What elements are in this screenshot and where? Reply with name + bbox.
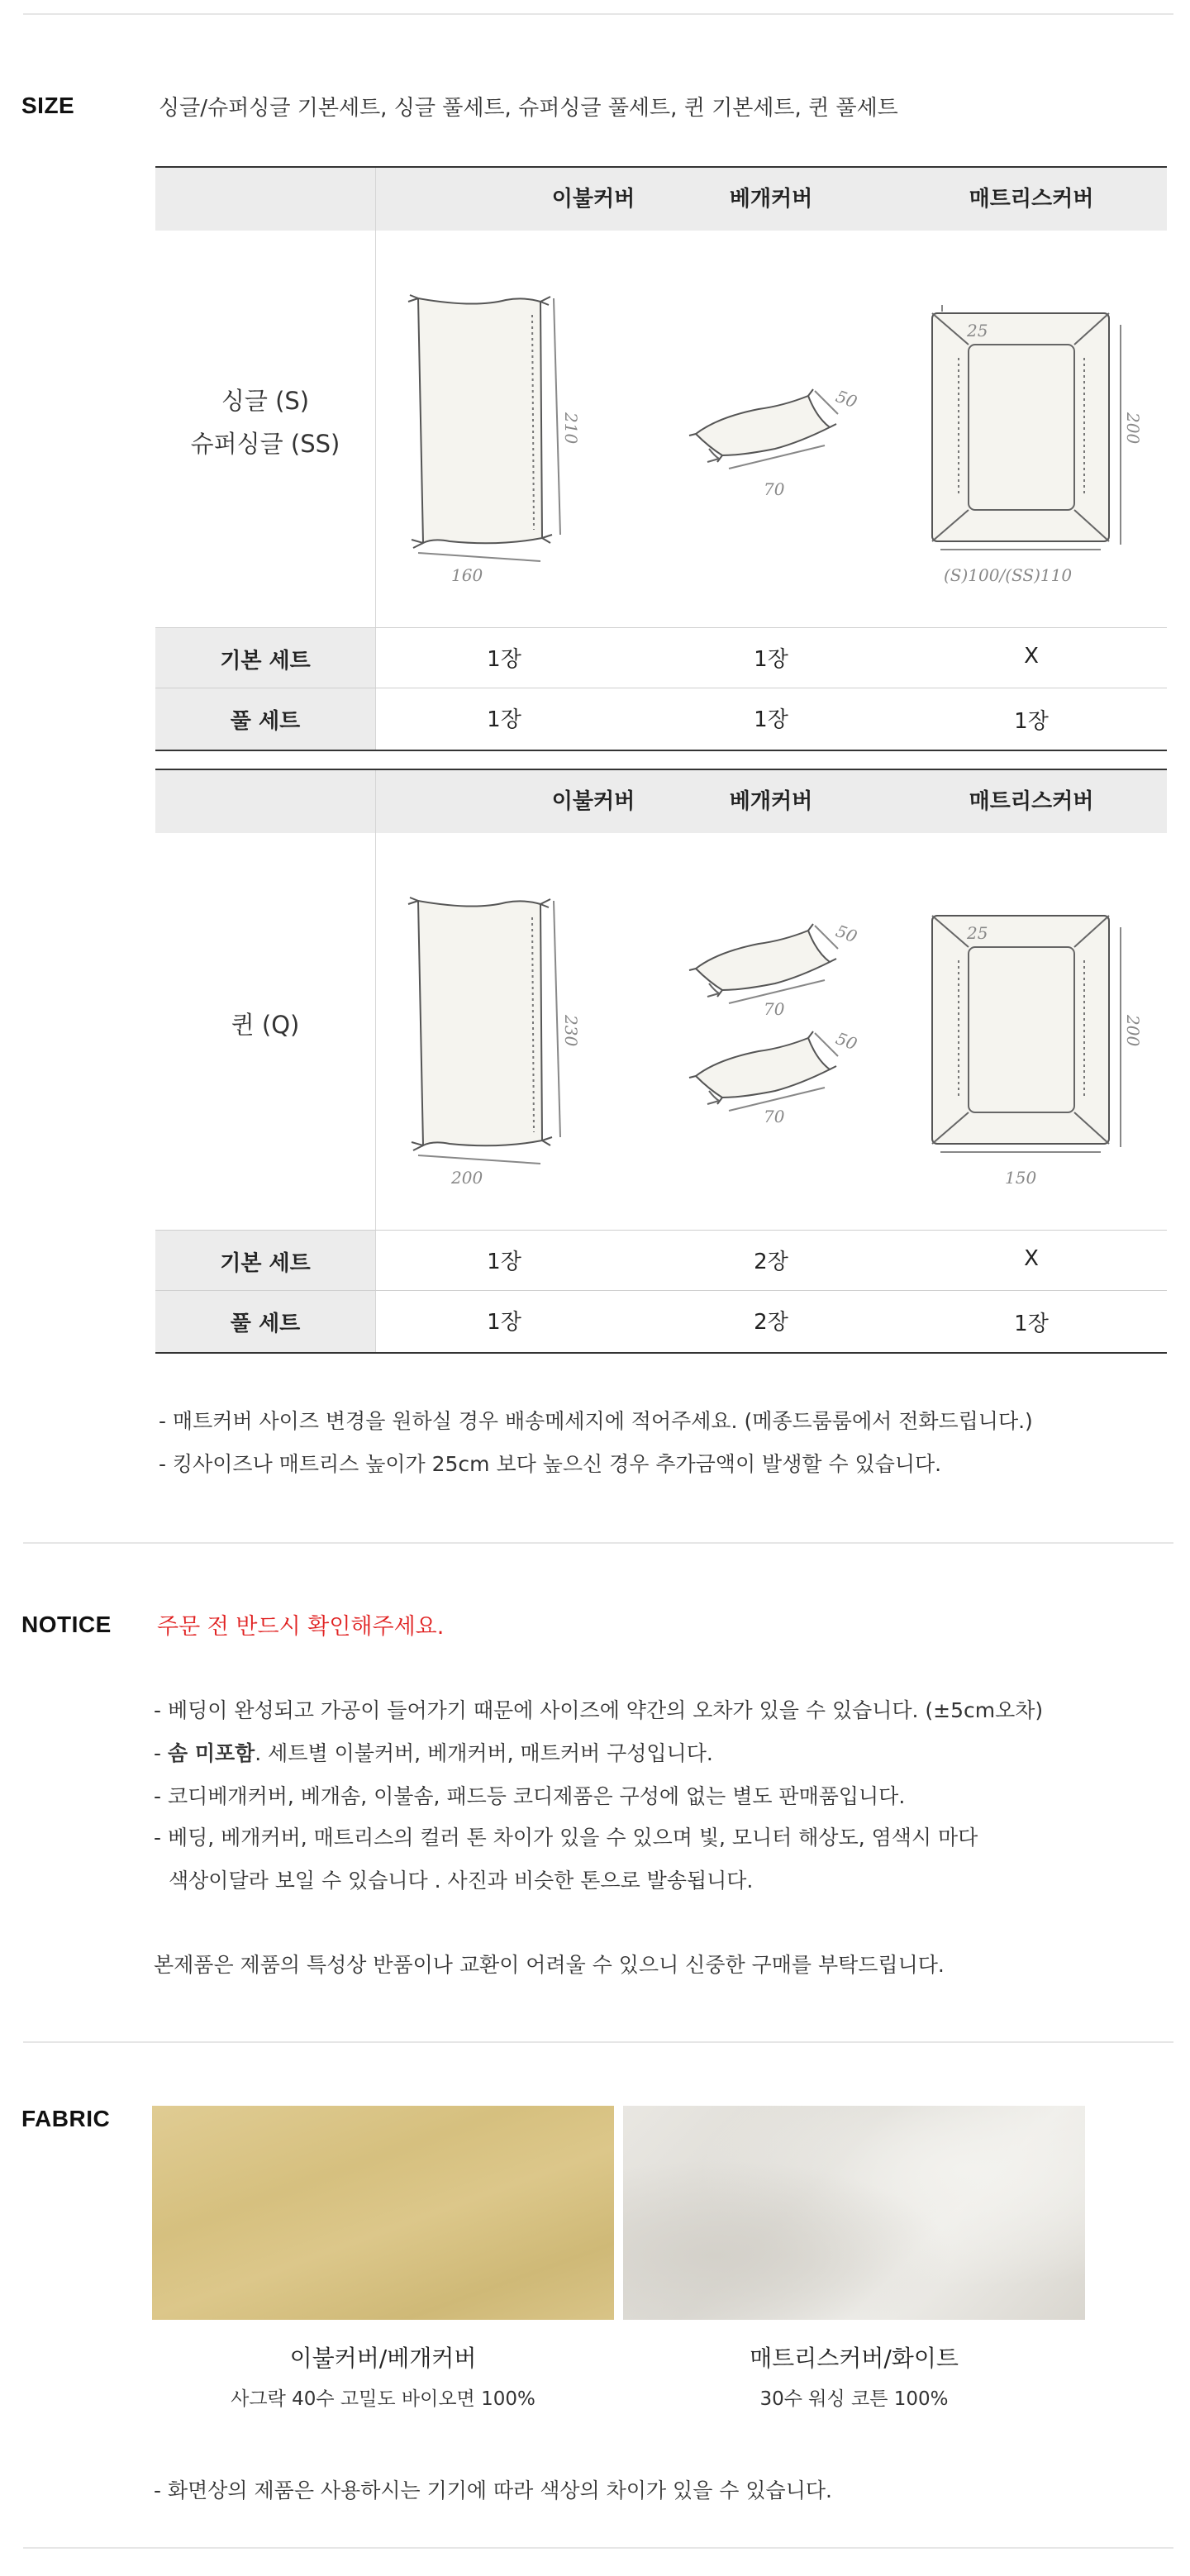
- cell-basic-duvet: 1장: [487, 647, 521, 672]
- pillow-height-dim: 50: [833, 921, 860, 947]
- mattress-width-dim: (S)100/(SS)110: [944, 565, 1073, 585]
- mattress-height-dim: 200: [1123, 412, 1143, 445]
- pillow-height-dim: 50: [833, 1028, 860, 1055]
- fabric-desc-duvet: 사그락 40수 고밀도 바이오면 100%: [231, 2388, 536, 2410]
- bottom-divider: [23, 2547, 1173, 2549]
- header-pillow: 베개커버: [729, 187, 813, 212]
- duvet-height-dim: 210: [561, 412, 581, 445]
- notice-line-2-rest: . 세트별 이불커버, 베개커버, 매트커버 구성입니다.: [255, 1741, 713, 1765]
- pillow-width-dim: 70: [764, 999, 785, 1019]
- cell-full-pillow: 1장: [754, 707, 788, 732]
- duvet-width-dim: 200: [451, 1168, 483, 1188]
- divider: [23, 1542, 1173, 1544]
- mattress-width-dim: 150: [1005, 1168, 1037, 1188]
- duvet-cover-illustration: [400, 290, 607, 596]
- notice-line-1: - 베딩이 완성되고 가공이 들어가기 때문에 사이즈에 약간의 오차가 있을 수 있습니다. (±5cm오차): [154, 1698, 1044, 1722]
- cell-basic-pillow: 2장: [754, 1250, 788, 1274]
- pillow-cover-illustration: [684, 376, 866, 500]
- pillow-width-dim: 70: [764, 479, 785, 499]
- queen-size-table: [155, 769, 1167, 1354]
- notice-line-4b: 색상이달라 보일 수 있습니다 . 사진과 비슷한 톤으로 발송됩니다.: [169, 1869, 754, 1893]
- row-full-set-label: 풀 세트: [230, 709, 301, 734]
- pillow-height-dim: 50: [833, 386, 860, 412]
- header-pillow: 베개커버: [729, 789, 813, 814]
- cell-full-duvet: 1장: [487, 707, 521, 732]
- single-size-table: [155, 166, 1167, 751]
- notice-line-2: [154, 1737, 713, 1767]
- mattress-depth-dim: 25: [967, 923, 988, 943]
- row-basic-set-label: 기본 세트: [220, 1251, 311, 1276]
- fabric-title-mattress: 매트리스커버/화이트: [750, 2345, 959, 2372]
- cell-full-duvet: 1장: [487, 1310, 521, 1335]
- header-mattress: 매트리스커버: [969, 789, 1094, 814]
- cell-full-mattress: 1장: [1014, 709, 1049, 734]
- cell-full-mattress: 1장: [1014, 1312, 1049, 1336]
- divider: [23, 2041, 1173, 2043]
- label-single: 싱글 (S): [221, 387, 310, 415]
- duvet-width-dim: 160: [451, 565, 483, 585]
- header-duvet: 이불커버: [551, 789, 635, 814]
- notice-footer: 본제품은 제품의 특성상 반품이나 교환이 어려울 수 있으니 신중한 구매를 부탁드립니다.: [154, 1953, 945, 1977]
- cell-basic-pillow: 1장: [754, 647, 788, 672]
- fabric-section-label: FABRIC: [21, 2106, 111, 2131]
- header-duvet: 이불커버: [551, 187, 635, 212]
- size-set-list: 싱글/슈퍼싱글 기본세트, 싱글 풀세트, 슈퍼싱글 풀세트, 퀸 기본세트, 퀸 풀세트: [159, 96, 898, 121]
- duvet-height-dim: 230: [561, 1015, 581, 1047]
- size-note-1: - 매트커버 사이즈 변경을 원하실 경우 배송메세지에 적어주세요. (메종드룸룸에서 전화드립니다.): [159, 1409, 1033, 1433]
- cell-basic-mattress: X: [1024, 644, 1039, 669]
- notice-section-label: NOTICE: [21, 1612, 112, 1637]
- mattress-cover-illustration: [926, 305, 1143, 594]
- pillow-cover-illustration-2: [684, 1018, 866, 1126]
- duvet-cover-illustration: [400, 893, 607, 1198]
- cell-basic-mattress: X: [1024, 1246, 1039, 1271]
- row-full-set-label: 풀 세트: [230, 1312, 301, 1336]
- cell-full-pillow: 2장: [754, 1310, 788, 1335]
- cell-basic-duvet: 1장: [487, 1250, 521, 1274]
- label-super-single: 슈퍼싱글 (SS): [190, 430, 340, 458]
- size-note-2: - 킹사이즈나 매트리스 높이가 25cm 보다 높으신 경우 추가금액이 발생할 수 있습니다.: [159, 1452, 942, 1476]
- row-basic-set-label: 기본 세트: [220, 649, 311, 674]
- notice-line-2-prefix: -: [154, 1741, 168, 1765]
- mattress-depth-dim: 25: [967, 321, 988, 340]
- notice-line-4a: - 베딩, 베개커버, 매트리스의 컬러 톤 차이가 있을 수 있으며 빛, 모니터 해상도, 염색시 마다: [154, 1826, 978, 1850]
- queen-size-label: 퀸 (Q): [231, 1011, 300, 1039]
- single-size-label: [155, 379, 375, 465]
- top-divider: [23, 13, 1173, 15]
- fabric-note: - 화면상의 제품은 사용하시는 기기에 따라 색상의 차이가 있을 수 있습니다.: [154, 2478, 832, 2502]
- fabric-title-duvet: 이불커버/베개커버: [289, 2345, 477, 2372]
- pillow-cover-illustration-1: [684, 911, 866, 1018]
- fabric-desc-mattress: 30수 워싱 코튼 100%: [759, 2388, 949, 2410]
- header-mattress: 매트리스커버: [969, 187, 1094, 212]
- size-section-label: SIZE: [21, 93, 75, 118]
- mattress-cover-illustration: [926, 907, 1143, 1197]
- fabric-swatch-duvet: [152, 2106, 614, 2320]
- notice-line-3: - 코디베개커버, 베개솜, 이불솜, 패드등 코디제품은 구성에 없는 별도 판매품입니다.: [154, 1784, 906, 1808]
- notice-cotton-excluded: 솜 미포함: [167, 1741, 255, 1765]
- mattress-height-dim: 200: [1123, 1015, 1143, 1047]
- pillow-width-dim: 70: [764, 1107, 785, 1126]
- fabric-swatch-mattress: [623, 2106, 1085, 2320]
- notice-headline: 주문 전 반드시 확인해주세요.: [157, 1614, 445, 1640]
